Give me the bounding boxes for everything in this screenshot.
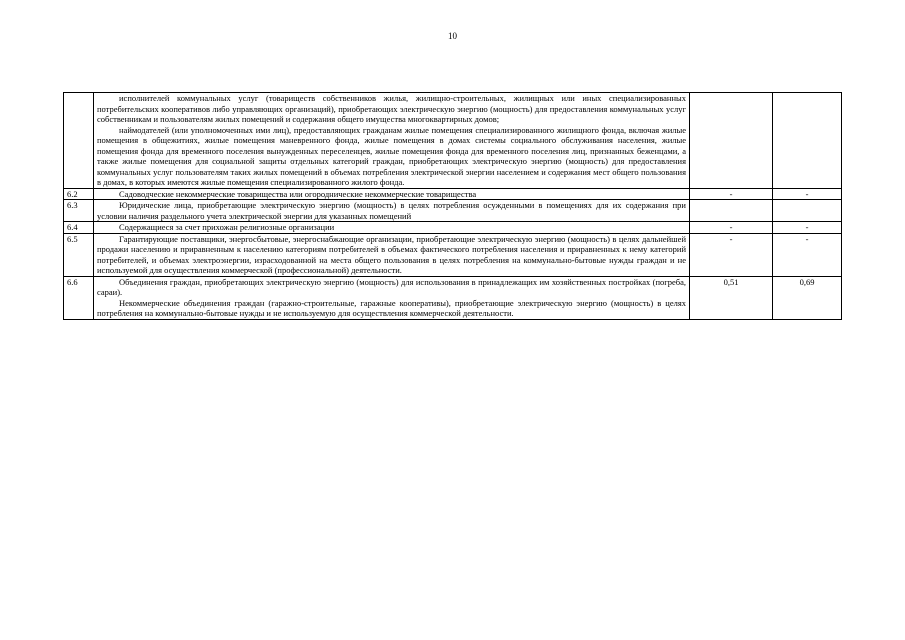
description-paragraph: Юридические лица, приобретающие электрическую энергию (мощность) в целях потребления осужденными в помещениях для их содержания при условии наличия раздельного учета электрической энергии для указанных помещений — [97, 200, 686, 221]
row-description — [94, 276, 690, 319]
value-first-half: - — [690, 222, 773, 234]
description-paragraph: наймодателей (или уполномоченных ими лиц), предоставляющих гражданам жилые помещения специализированного жилищного фонда, включая жилые помещения в общежитиях, жилые помещения маневренного фонда, жилые помещения в домах системы социального обслуживания населения, жилые помещения фонда для временного поселения вынужденных переселенцев, жилые помещения фонда для временного поселения лиц, признанных беженцами, а также жилые помещения для социальной защиты отдельных категорий граждан, приобретающих электрическую энергию (мощность) для предоставления коммунальных услуг пользователям таких жилых помещений в объемах потребления электрической энергии населением и содержания мест общего пользования в домах, в которых имеются жилые помещения специализированного жилого фонда. — [97, 124, 686, 187]
description-paragraph: Гарантирующие поставщики, энергосбытовые, энергоснабжающие организации, приобретающие электрическую энергию (мощность) в целях дальнейшей продажи населению и приравненным к населению категориям потребителей в объемах фактического потребления населения и приравненных к нему категорий потребителей, и объемах электроэнергии, израсходованной на места общего пользования в целях потребления на коммунально-бытовые нужды граждан и не используемой для осуществления коммерческой (профессиональной) деятельности. — [97, 233, 686, 275]
row-description — [94, 233, 690, 276]
value-first-half: - — [690, 233, 773, 276]
row-number: 6.5 — [64, 233, 94, 276]
row-number: 6.2 — [64, 188, 94, 200]
description-paragraph: Содержащиеся за счет прихожан религиозные организации — [119, 222, 335, 232]
description-paragraph: Некоммерческие объединения граждан (гаражно-строительные, гаражные кооперативы), приобретающие электрическую энергию (мощность) в целях потребления на коммунально-бытовые нужды и не используемую для осуществления коммерческой деятельности. — [97, 297, 686, 318]
table-row — [64, 222, 842, 234]
value-first-half — [690, 93, 773, 189]
page-number: 10 — [448, 31, 457, 41]
table-row — [64, 233, 842, 276]
row-description — [94, 222, 690, 234]
row-number — [64, 93, 94, 189]
value-second-half: 0,69 — [773, 276, 842, 319]
table-row — [64, 93, 842, 189]
value-second-half — [773, 200, 842, 222]
description-paragraph: Садоводческие некоммерческие товарищества или огороднические некоммерческие товарищества — [119, 188, 477, 199]
row-description — [94, 200, 690, 222]
value-first-half: 0,51 — [690, 276, 773, 319]
row-number: 6.4 — [64, 222, 94, 234]
row-number: 6.3 — [64, 200, 94, 222]
table-row — [64, 200, 842, 222]
tariff-table-body — [64, 93, 842, 320]
row-description — [94, 188, 690, 200]
row-number: 6.6 — [64, 276, 94, 319]
description-paragraph: исполнителей коммунальных услуг (товариществ собственников жилья, жилищно-строительных, жилищных или иных специализированных потребительских кооперативов либо управляющих организаций), приобретающих электрическую энергию (мощность) для предоставления коммунальных услуг собственникам и пользователям жилых помещений и содержания общего имущества многоквартирных домов; — [97, 93, 686, 124]
description-paragraph: Объединения граждан, приобретающих электрическую энергию (мощность) для использования в принадлежащих им хозяйственных постройках (погреба, сараи). — [97, 276, 686, 297]
table-row — [64, 276, 842, 319]
value-second-half: - — [773, 188, 842, 200]
tariff-table — [63, 92, 842, 320]
value-first-half — [690, 200, 773, 222]
value-second-half: - — [773, 233, 842, 276]
value-second-half — [773, 93, 842, 189]
value-first-half: - — [690, 188, 773, 200]
row-description — [94, 93, 690, 189]
value-second-half: - — [773, 222, 842, 234]
table-row — [64, 188, 842, 200]
